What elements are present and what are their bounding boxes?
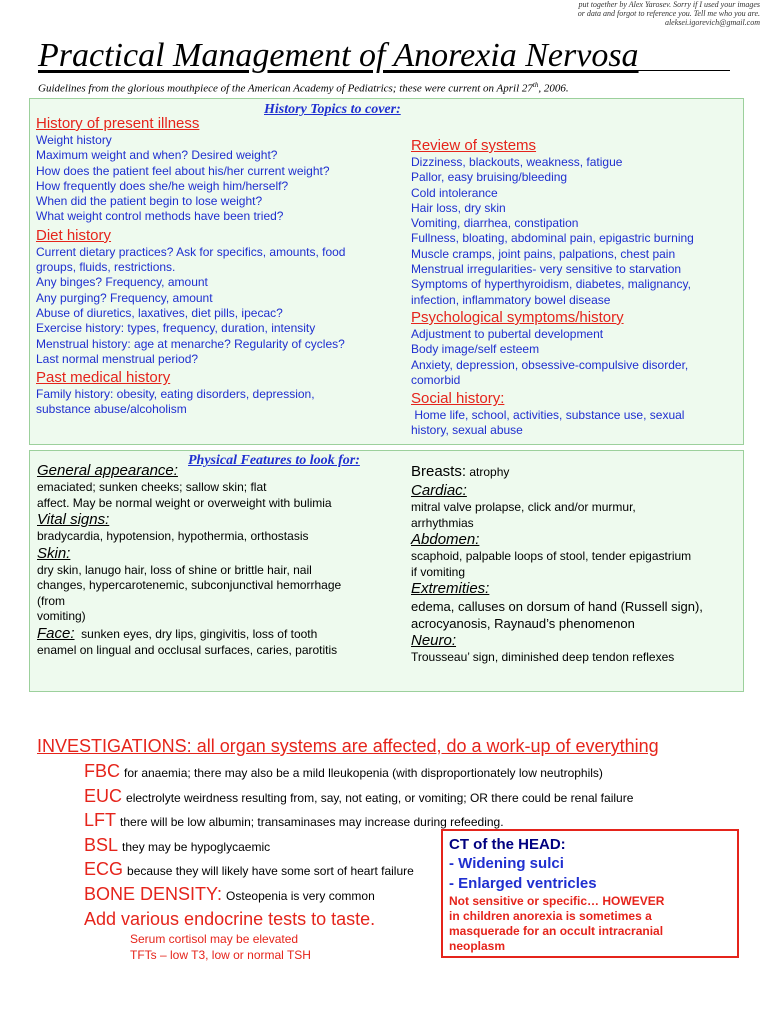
list-item: edema, calluses on dorsum of hand (Russell sign), <box>411 599 703 614</box>
list-item: emaciated; sunken cheeks; sallow skin; flat <box>37 480 267 494</box>
subtitle-text: Guidelines from the glorious mouthpiece of the American Academy of Pediatrics; these were current on April 27 <box>38 82 533 95</box>
list-item: Vomiting, diarrhea, constipation <box>411 216 579 231</box>
history-heading: History Topics to cover: <box>264 102 401 117</box>
list-item: if vomiting <box>411 564 466 579</box>
psych-heading: Psychological symptoms/history <box>411 308 624 326</box>
ct-note-line: neoplasm <box>449 939 506 953</box>
test-description: there will be low albumin; transaminases may increase during refeeding. <box>120 815 504 829</box>
list-item: Maximum weight and when? Desired weight? <box>36 148 278 163</box>
history-right-column <box>411 137 694 439</box>
subtitle-date: , 2006. <box>538 82 569 95</box>
list-item: (from <box>37 593 65 608</box>
breasts-inline-text: atrophy <box>466 465 510 479</box>
test-code: ECG <box>84 859 124 879</box>
list-item: When did the patient begin to lose weight? <box>36 194 263 209</box>
skin-heading: Skin: <box>37 544 71 562</box>
list-item: affect. May be normal weight or overweight with bulimia <box>37 495 332 510</box>
title-rule <box>600 70 730 71</box>
test-description: Osteopenia is very common <box>226 888 375 903</box>
list-item: What weight control methods have been tried? <box>36 209 284 224</box>
list-item: substance abuse/alcoholism <box>36 402 187 417</box>
list-item: vomiting) <box>37 609 86 623</box>
breasts-heading: Breasts: <box>411 463 467 480</box>
list-item: How does the patient feel about his/her current weight? <box>36 163 330 178</box>
review-systems-heading: Review of systems <box>411 137 537 154</box>
investigations-heading: INVESTIGATIONS: all organ systems are affected, do a work-up of everything <box>37 736 659 756</box>
physical-right-column <box>411 462 703 666</box>
test-description: electrolyte weirdness resulting from, say, not eating, or vomiting; OR there could be renal failure <box>126 790 634 805</box>
cardiac-heading: Cardiac: <box>411 482 467 499</box>
subtitle-sup: th <box>532 81 539 89</box>
test-code: BONE DENSITY: <box>84 883 223 904</box>
past-medical-heading: Past medical history <box>36 369 171 387</box>
test-code: LFT <box>84 810 117 830</box>
list-item: enamel on lingual and occlusal surfaces, caries, parotitis <box>37 642 338 657</box>
list-item: dry skin, lanugo hair, loss of shine or brittle hair, nail <box>37 562 312 577</box>
list-item: Abuse of diuretics, laxatives, diet pills, ipecac? <box>36 305 283 320</box>
list-item: Pallor, easy bruising/bleeding <box>411 170 568 185</box>
ct-finding: - Widening sulci <box>449 855 564 872</box>
physical-heading: Physical Features to look for: <box>188 453 360 468</box>
test-description: they may be hypoglycaemic <box>122 839 271 854</box>
list-item: Exercise history: types, frequency, duration, intensity <box>36 321 316 336</box>
test-code: FBC <box>84 761 120 781</box>
list-item: infection, inflammatory bowel disease <box>411 292 611 307</box>
list-item: Cold intolerance <box>411 185 498 200</box>
list-item: bradycardia, hypotension, hypothermia, orthostasis <box>37 529 309 543</box>
face-heading: Face: <box>37 624 75 642</box>
list-item: Menstrual irregularities- very sensitive to starvation <box>411 262 682 277</box>
list-item: Any purging? Frequency, amount <box>36 290 213 305</box>
list-item: Weight history <box>36 133 112 147</box>
breasts-line <box>411 462 703 482</box>
history-left-column <box>36 115 345 418</box>
list-item: changes, hypercarotenemic, subconjunctival hemorrhage <box>37 578 342 592</box>
list-item: Current dietary practices? Ask for specifics, amounts, food <box>36 244 346 259</box>
ct-note-line: in children anorexia is sometimes a <box>449 909 652 923</box>
credit-email: aleksei.igorevich@gmail.com <box>664 18 760 27</box>
general-appearance-heading: General appearance: <box>37 462 178 479</box>
ct-finding: - Enlarged ventricles <box>449 875 597 892</box>
physical-left-column <box>37 462 341 658</box>
list-item: Menstrual history: age at menarche? Regularity of cycles? <box>36 336 345 351</box>
credit-line: or data and forgot to reference you. Tell me who you are. <box>577 9 760 18</box>
list-item: Family history: obesity, eating disorders, depression, <box>36 387 315 402</box>
add-tests-note: Add various endocrine tests to taste. <box>84 909 376 929</box>
ct-note-line: Not sensitive or specific… HOWEVER <box>449 894 665 908</box>
credit-line: put together by Alex Yarosev. Sorry if I used your images <box>578 0 760 9</box>
investigation-item <box>84 785 633 810</box>
ct-head-box <box>441 829 739 958</box>
list-item: Anxiety, depression, obsessive-compulsive disorder, <box>411 357 689 372</box>
page-title: Practical Management of Anorexia Nervosa <box>38 37 639 74</box>
list-item: groups, fluids, restrictions. <box>36 260 176 275</box>
list-item: Muscle cramps, joint pains, palpations, chest pain <box>411 246 676 261</box>
extremities-heading: Extremities: <box>411 580 490 597</box>
history-panel <box>29 98 744 445</box>
list-item: scaphoid, palpable loops of stool, tender epigastrium <box>411 549 692 563</box>
list-item: Symptoms of hyperthyroidism, diabetes, malignancy, <box>411 277 691 292</box>
list-item: Home life, school, activities, substance use, sexual <box>411 408 685 423</box>
physical-panel <box>29 450 744 692</box>
list-item: history, sexual abuse <box>411 423 523 438</box>
list-item: Dizziness, blackouts, weakness, fatigue <box>411 155 623 169</box>
neuro-heading: Neuro: <box>411 632 457 649</box>
subtitle <box>38 78 738 96</box>
investigation-item <box>84 760 633 785</box>
face-line <box>37 625 341 643</box>
ct-heading: CT of the HEAD: <box>449 836 566 853</box>
list-item: Any binges? Frequency, amount <box>36 275 208 290</box>
list-item: Adjustment to pubertal development <box>411 326 604 341</box>
present-illness-heading: History of present illness <box>36 115 200 132</box>
author-credit <box>560 0 760 27</box>
ct-note-line: masquerade for an occult intracranial <box>449 924 664 938</box>
list-item: How frequently does she/he weigh him/herself? <box>36 178 289 193</box>
list-item: arrhythmias <box>411 515 474 530</box>
test-description: for anaemia; there may also be a mild lleukopenia (with disproportionately low neutrophils) <box>124 766 603 780</box>
list-item: Serum cortisol may be elevated <box>130 932 299 946</box>
list-item: mitral valve prolapse, click and/or murmur, <box>411 500 636 514</box>
list-item: Last normal menstrual period? <box>36 351 199 366</box>
list-item: Trousseau’ sign, diminished deep tendon reflexes <box>411 650 675 664</box>
social-heading: Social history: <box>411 390 505 408</box>
test-code: BSL <box>84 834 119 855</box>
abdomen-heading: Abdomen: <box>411 531 480 548</box>
face-inline-text: sunken eyes, dry lips, gingivitis, loss of tooth <box>74 626 318 641</box>
vital-signs-heading: Vital signs: <box>37 511 110 528</box>
list-item: Hair loss, dry skin <box>411 200 506 215</box>
list-item: acrocyanosis, Raynaud’s phenomenon <box>411 616 635 631</box>
list-item: TFTs – low T3, low or normal TSH <box>130 948 311 962</box>
list-item: Body image/self esteem <box>411 342 540 357</box>
diet-history-heading: Diet history <box>36 226 112 244</box>
list-item: comorbid <box>411 372 461 387</box>
test-description: because they will likely have some sort of heart failure <box>127 864 414 878</box>
list-item: Fullness, bloating, abdominal pain, epigastric burning <box>411 231 694 246</box>
test-code: EUC <box>84 785 123 806</box>
